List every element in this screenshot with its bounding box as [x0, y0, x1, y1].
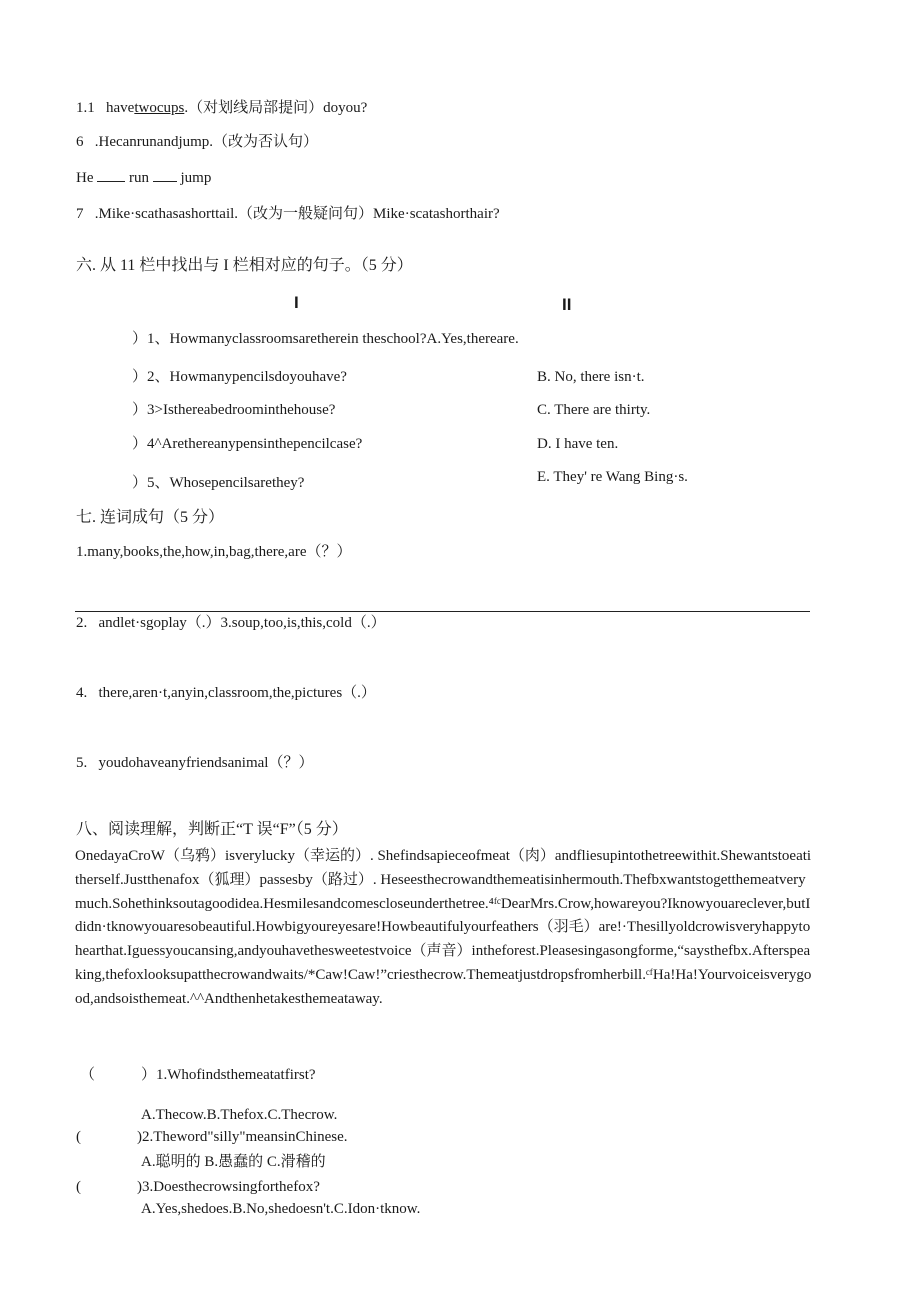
- answer-paren: (: [76, 1179, 81, 1195]
- question-number: 6: [76, 134, 84, 150]
- match-answer-e: E. They' re Wang Bing·s.: [537, 469, 688, 485]
- question-number: 7: [76, 206, 84, 222]
- reading-question-2-options: A.聪明的 B.愚蠢的 C.滑稽的: [141, 1154, 326, 1170]
- reading-question-3-options: A.Yes,shedoes.B.No,shedoesn't.C.Idon·tknow.: [141, 1201, 421, 1217]
- match-answer-c: C. There are thirty.: [537, 402, 651, 418]
- question-text: )2.Theword"silly"meansinChinese.: [137, 1129, 348, 1145]
- match-item-2: ）2、Howmanypencilsdoyouhave?: [132, 369, 347, 385]
- question-number: 1.1: [76, 100, 95, 116]
- match-answer-b: B. No, there isn·t.: [537, 369, 645, 385]
- answer-text: jump: [180, 170, 212, 186]
- column-2-header: II: [562, 295, 572, 314]
- blank-line: [153, 181, 177, 182]
- reading-question-1-options: A.Thecow.B.Thefox.C.Thecrow.: [141, 1107, 338, 1123]
- question-text: .Mike·scathasashorttail.（改为一般疑问句）Mike·scatashorthair?: [94, 206, 500, 222]
- question-6-answer-line: [76, 168, 211, 188]
- match-item-5: ）5、Whosepencilsarethey?: [132, 475, 305, 491]
- scramble-question-4: [76, 683, 376, 703]
- scramble-question-5: [76, 753, 313, 773]
- question-7: [76, 204, 500, 224]
- match-item-1: ）1、Howmanyclassroomsaretherein theschool?A.Yes,thereare.: [132, 331, 519, 347]
- answer-text: run: [129, 170, 149, 186]
- question-number: 2.: [76, 615, 88, 631]
- question-number: 5.: [76, 755, 88, 771]
- match-item-3: ）3>Isthereabedroominthehouse?: [132, 402, 336, 418]
- reading-question-1: [80, 1065, 316, 1085]
- question-text: have: [106, 100, 135, 116]
- question-text: there,aren·t,anyin,classroom,the,pictures（.）: [98, 685, 376, 701]
- section-7-title: 七. 连词成句（5 分）: [76, 509, 225, 526]
- question-1-1: [76, 98, 367, 118]
- column-1-header: I: [294, 293, 299, 312]
- question-text: .Hecanrunandjump.（改为否认句）: [94, 134, 319, 150]
- answer-text: He: [76, 170, 94, 186]
- answer-rule: [75, 611, 810, 612]
- scramble-question-1: 1.many,books,the,how,in,bag,there,are（？）: [76, 544, 352, 560]
- underlined-phrase: twocups: [134, 100, 185, 116]
- answer-paren: （: [80, 1067, 96, 1083]
- scramble-question-2: [76, 613, 386, 633]
- reading-question-3: [76, 1177, 320, 1197]
- question-number: 4.: [76, 685, 88, 701]
- section-8-title: 八、阅读理解，判断正“T 误“F”（5 分）: [76, 821, 348, 838]
- question-6: [76, 132, 318, 152]
- question-text: .（对划线局部提问）doyou?: [184, 100, 368, 116]
- section-6-title: 六. 从 11 栏中找出与 I 栏相对应的句子。（5 分）: [76, 257, 413, 274]
- question-text: youdohaveanyfriendsanimal（？）: [98, 755, 314, 771]
- match-item-4: ）4^Arethereanypensinthepencilcase?: [132, 436, 363, 452]
- blank-line: [97, 181, 125, 182]
- question-text: ）1.Whofindsthemeatatfirst?: [141, 1067, 316, 1083]
- match-answer-d: D. I have ten.: [537, 436, 619, 452]
- reading-passage: OnedayaCroW（乌鸦）isverylucky（幸运的）. Shefindsapieceofmeat（肉）andfliesupintothetreewithit.Shewantstoeatitherself.Justthenafox（狐理）passesby（路过）. Heseesthecrowandthemeatisinhermouth.Thefbxwantstogetthemeatverymuch.Sohethinksoutagoodidea.Hesmilesandcomescloseunderthetree.⁴ᶠᶜDearMrs.Crow,howareyou?Iknowyouareclever,butIdidn·tknowyouaresobeautiful.Howbigyoureyesare!Howbeautifulyourfeathers（羽毛）are!·Thesillyoldcrowisveryhappytohearthat.Iguessyoucansing,andyouhavethesweetestvoice（声音）intheforest.Pleasesingasongforme,“saysthefbx.Afterspeaking,thefoxlooksupatthecrowandwaits/*Caw!Caw!”criesthecrow.Themeatjustdropsfromherbill.ᶜᶠHa!Ha!Yourvoiceisverygood,andsoisthemeat.^^Andthenhetakesthemeataway.: [75, 848, 812, 1007]
- question-text: )3.Doesthecrowsingforthefox?: [137, 1179, 320, 1195]
- question-text: andlet·sgoplay（.）3.soup,too,is,this,cold（.）: [98, 615, 386, 631]
- answer-paren: (: [76, 1129, 81, 1145]
- reading-question-2: [76, 1127, 348, 1147]
